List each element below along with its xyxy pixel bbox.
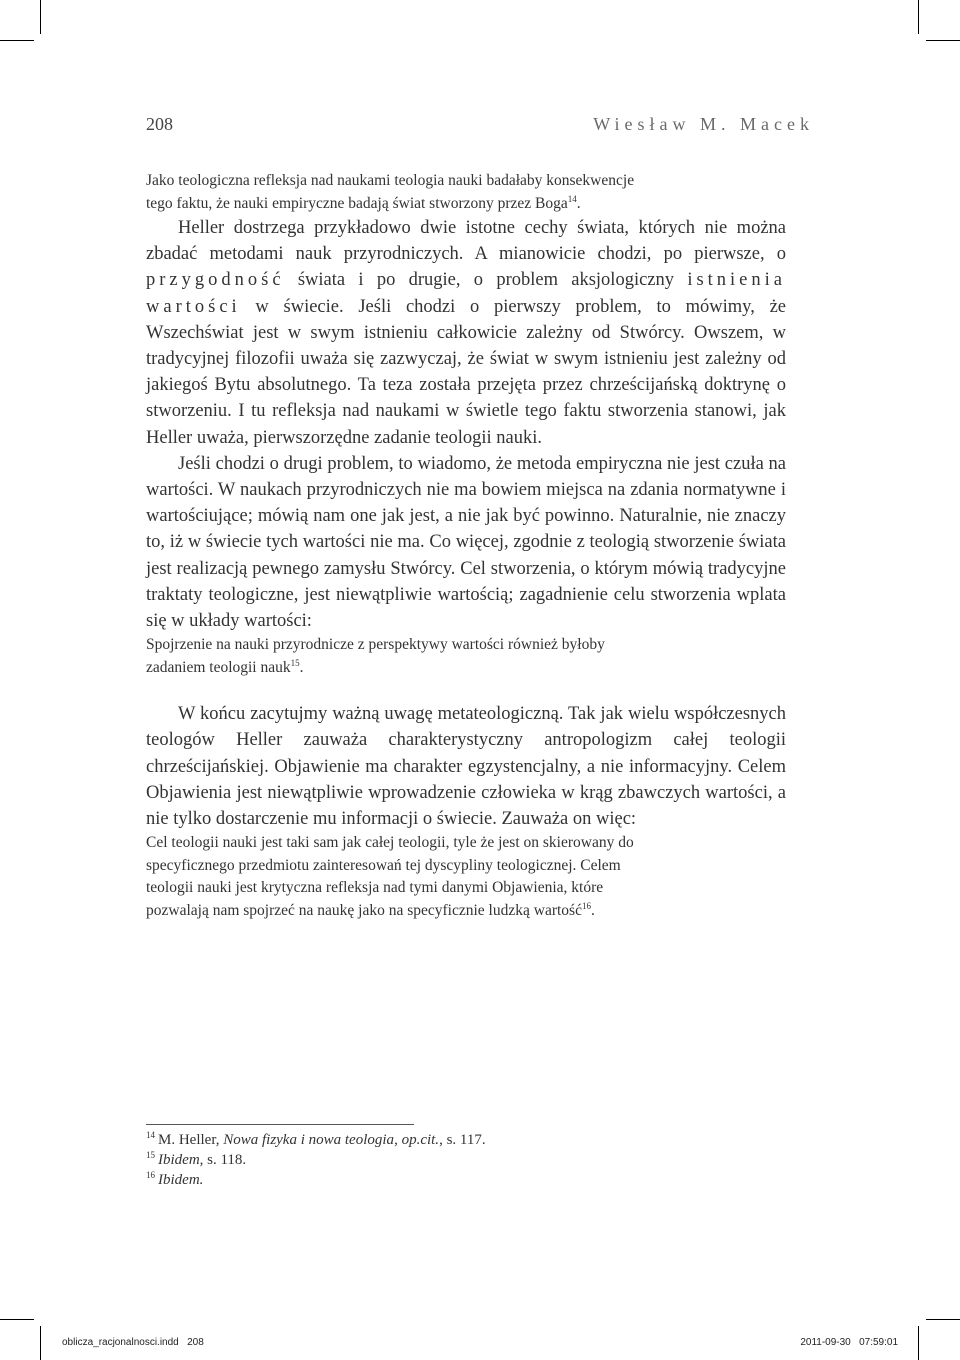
footnote-number: 16 (146, 1170, 155, 1180)
crop-mark (926, 1319, 960, 1320)
crop-mark (0, 40, 34, 41)
paragraph-text: W końcu zacytujmy ważną uwagę metateologiczną. Tak jak wielu współczesnych teologów Heller zauważa charakterystyczny antropologizm całej teologii chrześcijańskiej. Objawienie ma charakter egzystencjalny, a nie informacyjny. Celem Objawienia jest niewątpliwie wprowadzenie człowieka w krąg zbawczych wartości, a nie tylko dostarczenie mu informacji o świecie. Zauważa on więc: (146, 704, 786, 830)
paragraph-text: w świecie. Jeśli chodzi o pierwszy problem, to mówimy, że Wszechświat jest w swym istnieniu całkowicie zależny od Stwórcy. Owszem, w tradycyjnej filozofii uważa się zazwyczaj, że świat w swym istnieniu jest zależny od jakiegoś Bytu absolutnego. Ta teza została przejęta przez chrześcijańską doktrynę o stworzeniu. I tu refleksja nad naukami w świetle tego faktu stworzenia stanowi, jak Heller uważa, pierwszorzędne zadanie teologii nauki. (146, 296, 786, 448)
paragraph-text: świata i po drugie, o problem aksjologiczny (284, 270, 688, 291)
crop-mark (918, 0, 919, 34)
crop-mark (918, 1326, 919, 1360)
crop-mark (0, 1319, 34, 1320)
footnote-ref: 14 (567, 193, 577, 204)
footnotes (146, 1130, 786, 1190)
paragraph (146, 451, 786, 634)
quote-end: . (299, 658, 304, 676)
emphasis-text: istnienia wartości (146, 270, 786, 317)
quote-end: . (590, 901, 595, 919)
footnote-text: , s. 117. (439, 1132, 486, 1148)
block-quote (146, 170, 658, 215)
footnote-title: Nowa fizyka i nowa teologia (223, 1132, 395, 1148)
emphasis-text: przygodność (146, 270, 285, 291)
footnote-title: op.cit. (401, 1132, 440, 1148)
footnote-number: 14 (146, 1130, 155, 1140)
block-quote (146, 832, 658, 922)
crop-mark (40, 1326, 41, 1360)
footnote-ref: 16 (581, 900, 591, 911)
quote-text: Spojrzenie na nauki przyrodnicze z perspektywy wartości również byłoby zadaniem teologii nauk (146, 636, 605, 676)
footnote-title: Ibidem. (158, 1172, 204, 1188)
footnote-number: 15 (146, 1150, 155, 1160)
paragraph-text: Heller dostrzega przykładowo dwie istotne cechy świata, których nie można zbadać metodami nauk przyrodniczych. A mianowicie chodzi, po pierwsze, o (146, 218, 786, 265)
block-quote (146, 634, 658, 679)
footnote (146, 1150, 786, 1170)
footnote-ref: 15 (290, 657, 300, 668)
quote-text: Jako teologiczna refleksja nad naukami teologia nauki badałaby konsekwencje tego faktu, że nauki empiryczne badają świat stworzony przez Boga (146, 172, 635, 212)
slug-timestamp: 2011-09-30 07:59:01 (800, 1337, 898, 1348)
footnote (146, 1130, 786, 1150)
footnote (146, 1170, 786, 1190)
page-number: 208 (146, 114, 173, 134)
crop-mark (40, 0, 41, 34)
footnote-rule (146, 1124, 414, 1125)
paragraph (146, 701, 786, 832)
footnote-text: , s. 118. (199, 1152, 247, 1168)
footnote-text: M. Heller, (158, 1132, 224, 1148)
main-text (146, 170, 786, 922)
paragraph-text: Jeśli chodzi o drugi problem, to wiadomo, że metoda empiryczna nie jest czuła na wartości. W naukach przyrodniczych nie ma bowiem miejsca na zdania normatywne i wartościujące; mówią nam one jak jest, a nie jak być powinno. Naturalnie, nie znaczy to, iż w świecie tych wartości nie ma. Co więcej, zgodnie z teologią stworzenie świata jest realizacją pewnego zamysłu Stwórcy. Cel stworzenia, o którym mówią tradycyjne traktaty teologiczne, jest niewątpliwie wartością; zagadnienie celu stworzenia wplata się w układy wartości: (146, 453, 786, 632)
quote-text: Cel teologii nauki jest taki sam jak całej teologii, tyle że jest on skierowany do specyficznego przedmiotu zainteresowań tej dyscypliny teologicznej. Celem teologii nauki jest krytyczna refleksja nad tymi danymi Objawienia, które pozwalają nam spojrzeć na naukę jako na specyficznie ludzką wartość (146, 834, 634, 919)
paragraph (146, 215, 786, 451)
footnote-title: Ibidem (158, 1152, 200, 1168)
slug-filename: oblicza_racjonalnosci.indd 208 (62, 1337, 204, 1348)
running-head: Wiesław M. Macek (593, 114, 814, 134)
quote-end: . (576, 194, 581, 212)
footnote-text: , (394, 1132, 402, 1148)
crop-mark (926, 40, 960, 41)
